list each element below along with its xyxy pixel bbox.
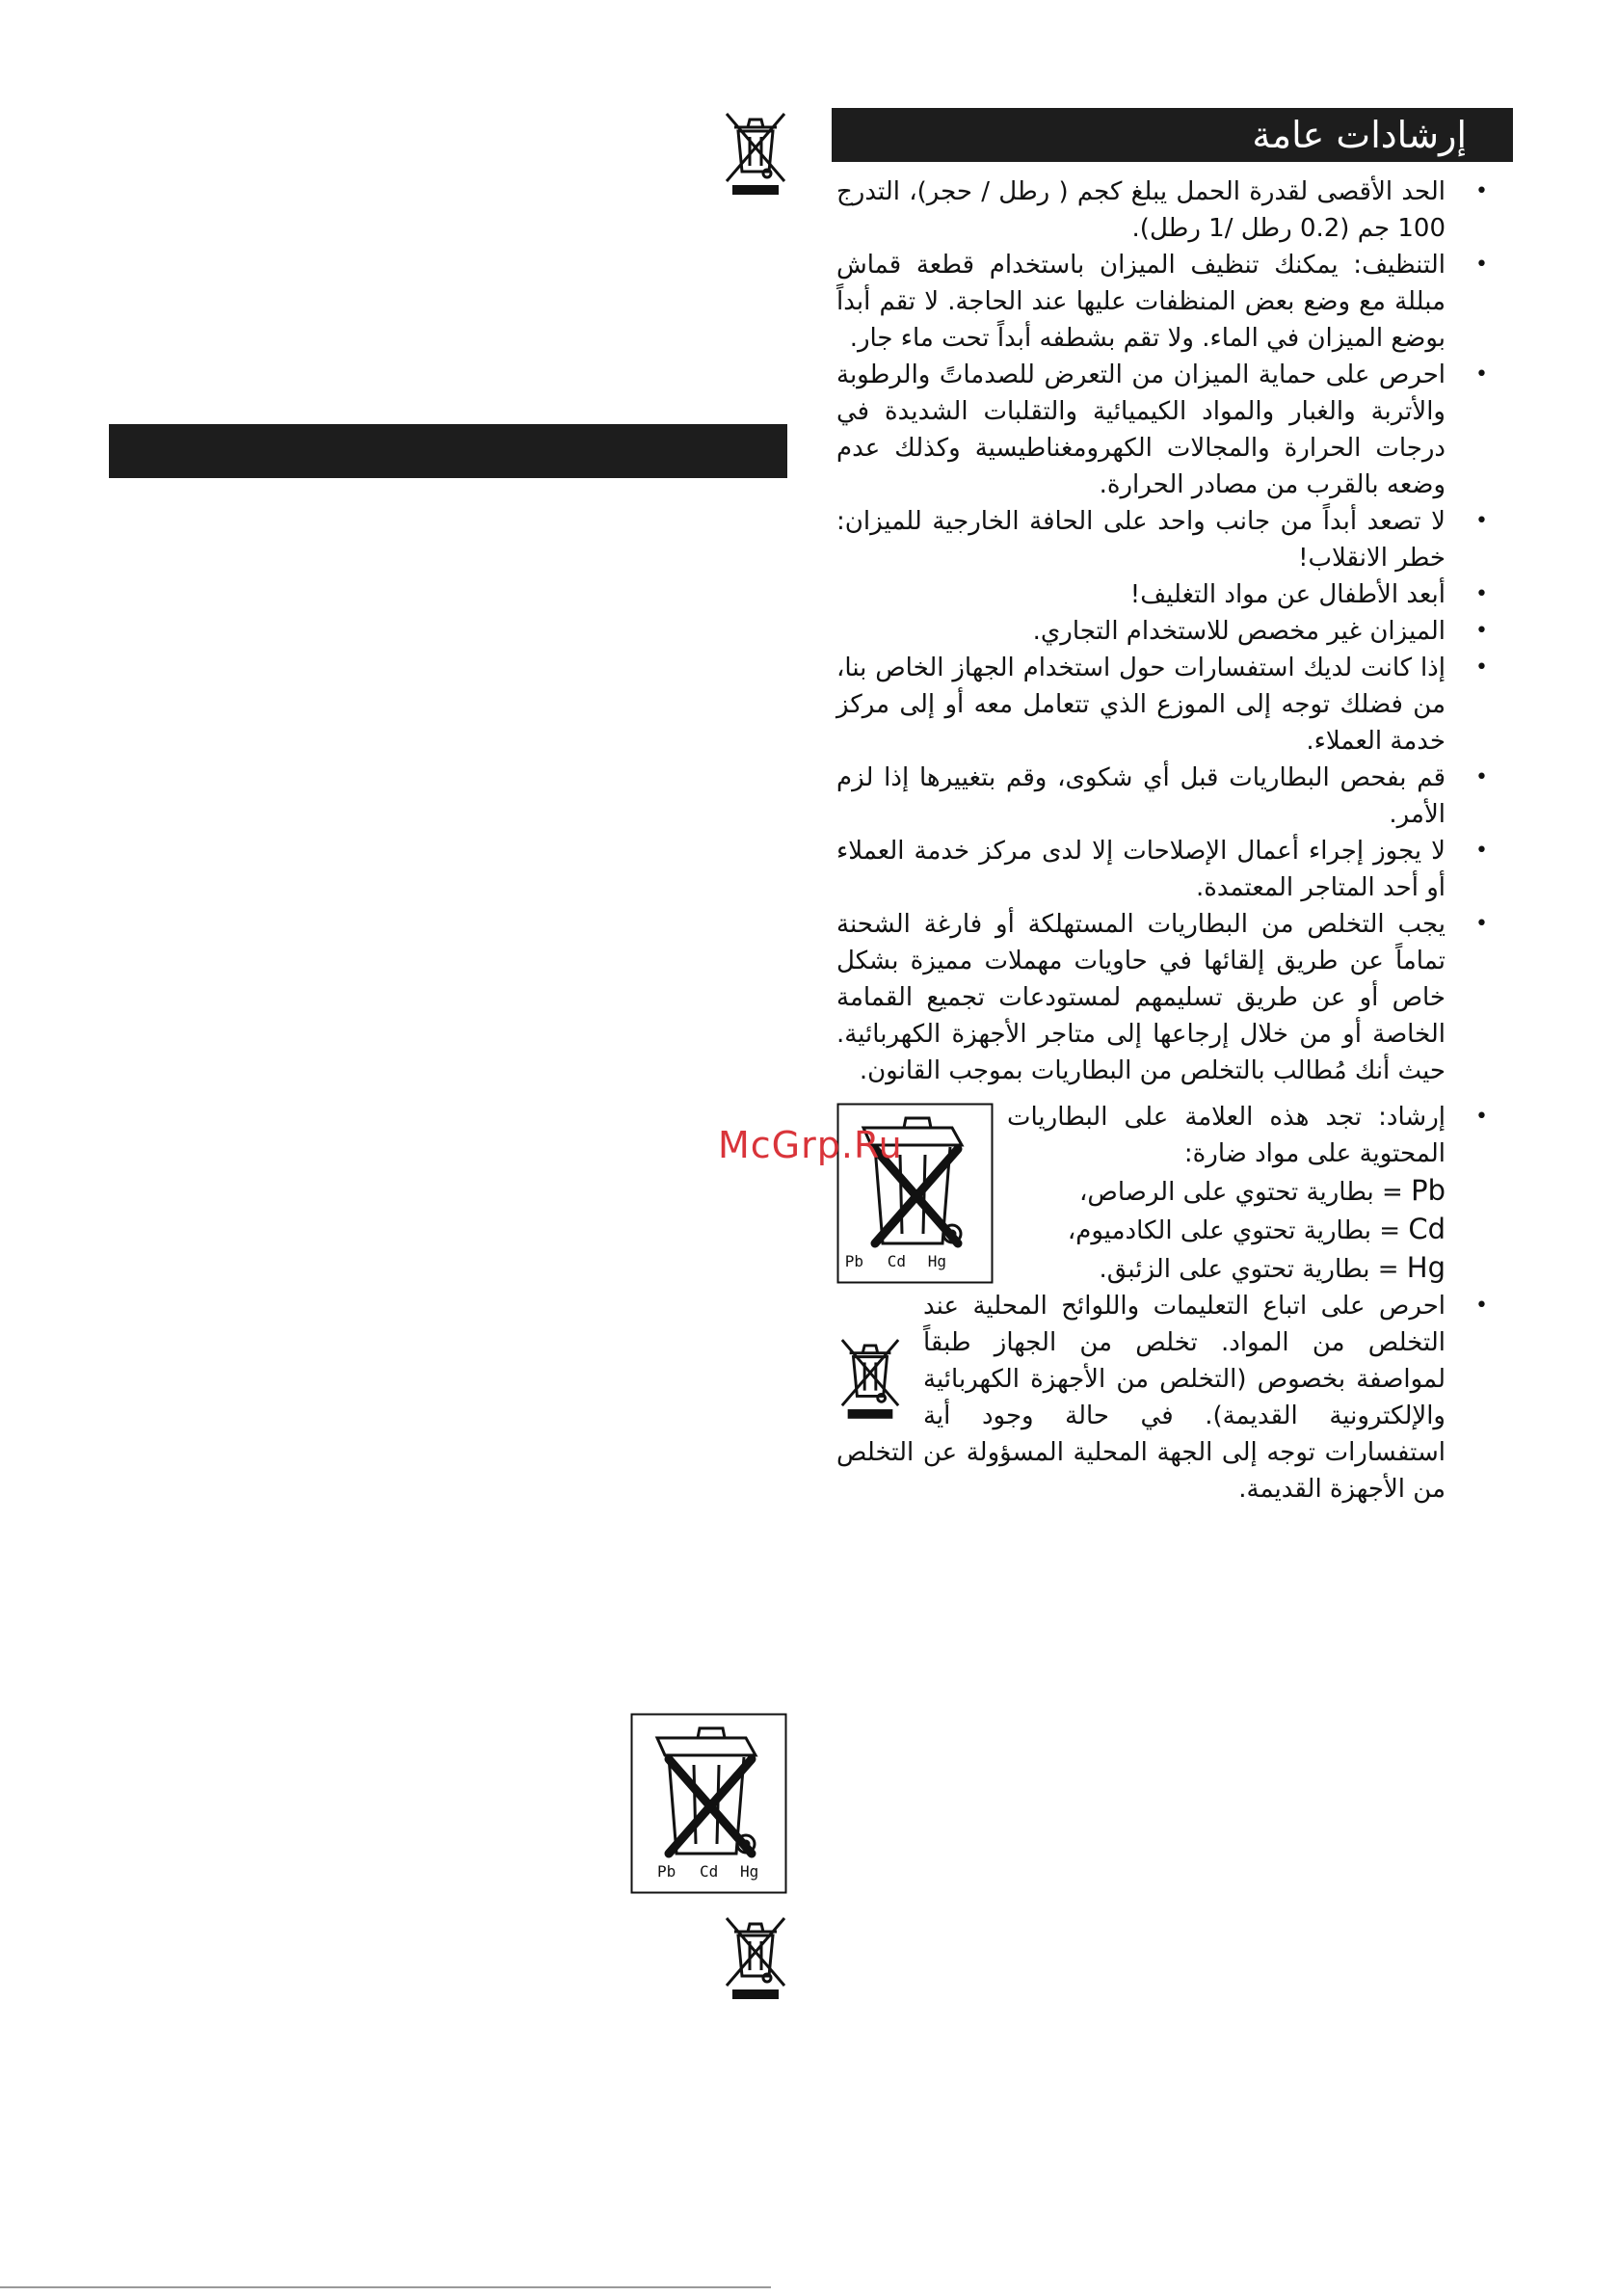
battery-note-item (836, 1099, 1488, 1288)
list-item: • قم بفحص البطاريات قبل أي شكوى، وقم بتغييرها إذا لزم الأمر. (836, 760, 1488, 833)
section-title-bar (832, 108, 1513, 162)
battery-label-cd: Cd (887, 1252, 906, 1270)
instructions-content (836, 174, 1488, 1508)
list-item: • التنظيف: يمكنك تنظيف الميزان باستخدام قطعة قماش مبللة مع وضع بعض المنظفات عليها عند الحاجة. لا تقم أبداً بوضع الميزان في الماء. ولا تقم بشطفه أبداً تحت ماء جار. (836, 247, 1488, 357)
battery-note-intro: إرشاد: تجد هذه العلامة على البطاريات المحتوية على مواد ضارة: (1007, 1103, 1446, 1168)
weee-bin-icon-lower (721, 1912, 790, 2001)
battery-label-hg: Hg (740, 1862, 759, 1881)
list-item: • لا تصعد أبداً من جانب واحد على الحافة الخارجية للميزان: خطر الانقلاب! (836, 503, 1488, 576)
disposal-note-item (836, 1288, 1488, 1508)
battery-label-pb: • Pb (844, 1252, 863, 1270)
disposal-note-text: احرص على اتباع التعليمات واللوائح المحلية عند التخلص من المواد. تخلص من الجهاز طبقاً لمواصفة بخصوص (التخلص من الأجهزة الكهربائية والإلكترونية القديمة). في حالة وجود أية استفسارات توجه إلى الجهة المحلية المسؤولة عن التخلص من الأجهزة القديمة. (836, 1292, 1446, 1504)
battery-label-cd: Cd (700, 1862, 719, 1881)
battery-disposal-bin-icon-lower (630, 1713, 787, 1894)
footer-divider (0, 2286, 771, 2288)
code-desc: = بطارية تحتوي على الرصاص، (1079, 1178, 1403, 1207)
code-label: Cd (1408, 1213, 1446, 1245)
weee-bin-icon-inline (836, 1334, 904, 1421)
watermark: McGrp.Ru (718, 1124, 903, 1166)
instruction-list (836, 174, 1488, 1508)
list-item: • لا يجوز إجراء أعمال الإصلاحات إلا لدى مركز خدمة العملاء أو أحد المتاجر المعتمدة. (836, 833, 1488, 906)
list-item: • إذا كانت لديك استفسارات حول استخدام الجهاز الخاص بنا، من فضلك توجه إلى الموزع الذي تتعامل معه أو إلى مركز خدمة العملاء. (836, 650, 1488, 760)
code-label: Pb (1411, 1174, 1446, 1207)
weee-bin-icon-top (721, 108, 790, 197)
section-title: إرشادات عامة (1252, 114, 1467, 156)
list-item: • الميزان غير مخصص للاستخدام التجاري. (836, 613, 1488, 650)
list-item: • أبعد الأطفال عن مواد التغليف! (836, 576, 1488, 613)
left-column-title-bar (109, 424, 787, 478)
battery-label-hg: Hg (927, 1252, 946, 1270)
battery-label-pb: Pb (657, 1862, 676, 1881)
code-desc: = بطارية تحتوي على الزئبق. (1099, 1255, 1399, 1284)
code-label: Hg (1406, 1251, 1446, 1284)
list-item: • يجب التخلص من البطاريات المستهلكة أو فارغة الشحنة تماماً عن طريق إلقائها في حاويات مهملات مميزة بشكل خاص أو عن طريق تسليمهم لمستودعات تجميع القمامة الخاصة أو من خلال إرجاعها إلى متاجر الأجهزة الكهربائية. حيث أنك مُطالب بالتخلص من البطاريات بموجب القانون. (836, 906, 1488, 1089)
list-item: • الحد الأقصى لقدرة الحمل يبلغ كجم ( رطل / حجر)، التدرج 100 جم (0.2 رطل /1 رطل). (836, 174, 1488, 247)
code-desc: = بطارية تحتوي على الكادميوم، (1067, 1216, 1401, 1245)
list-item: • احرص على حماية الميزان من التعرض للصدماتً والرطوبة والأتربة والغبار والمواد الكيميائية والتقلبات الشديدة في درجات الحرارة والمجالات الكهرومغناطيسية وكذلك عدم وضعه بالقرب من مصادر الحرارة. (836, 357, 1488, 503)
